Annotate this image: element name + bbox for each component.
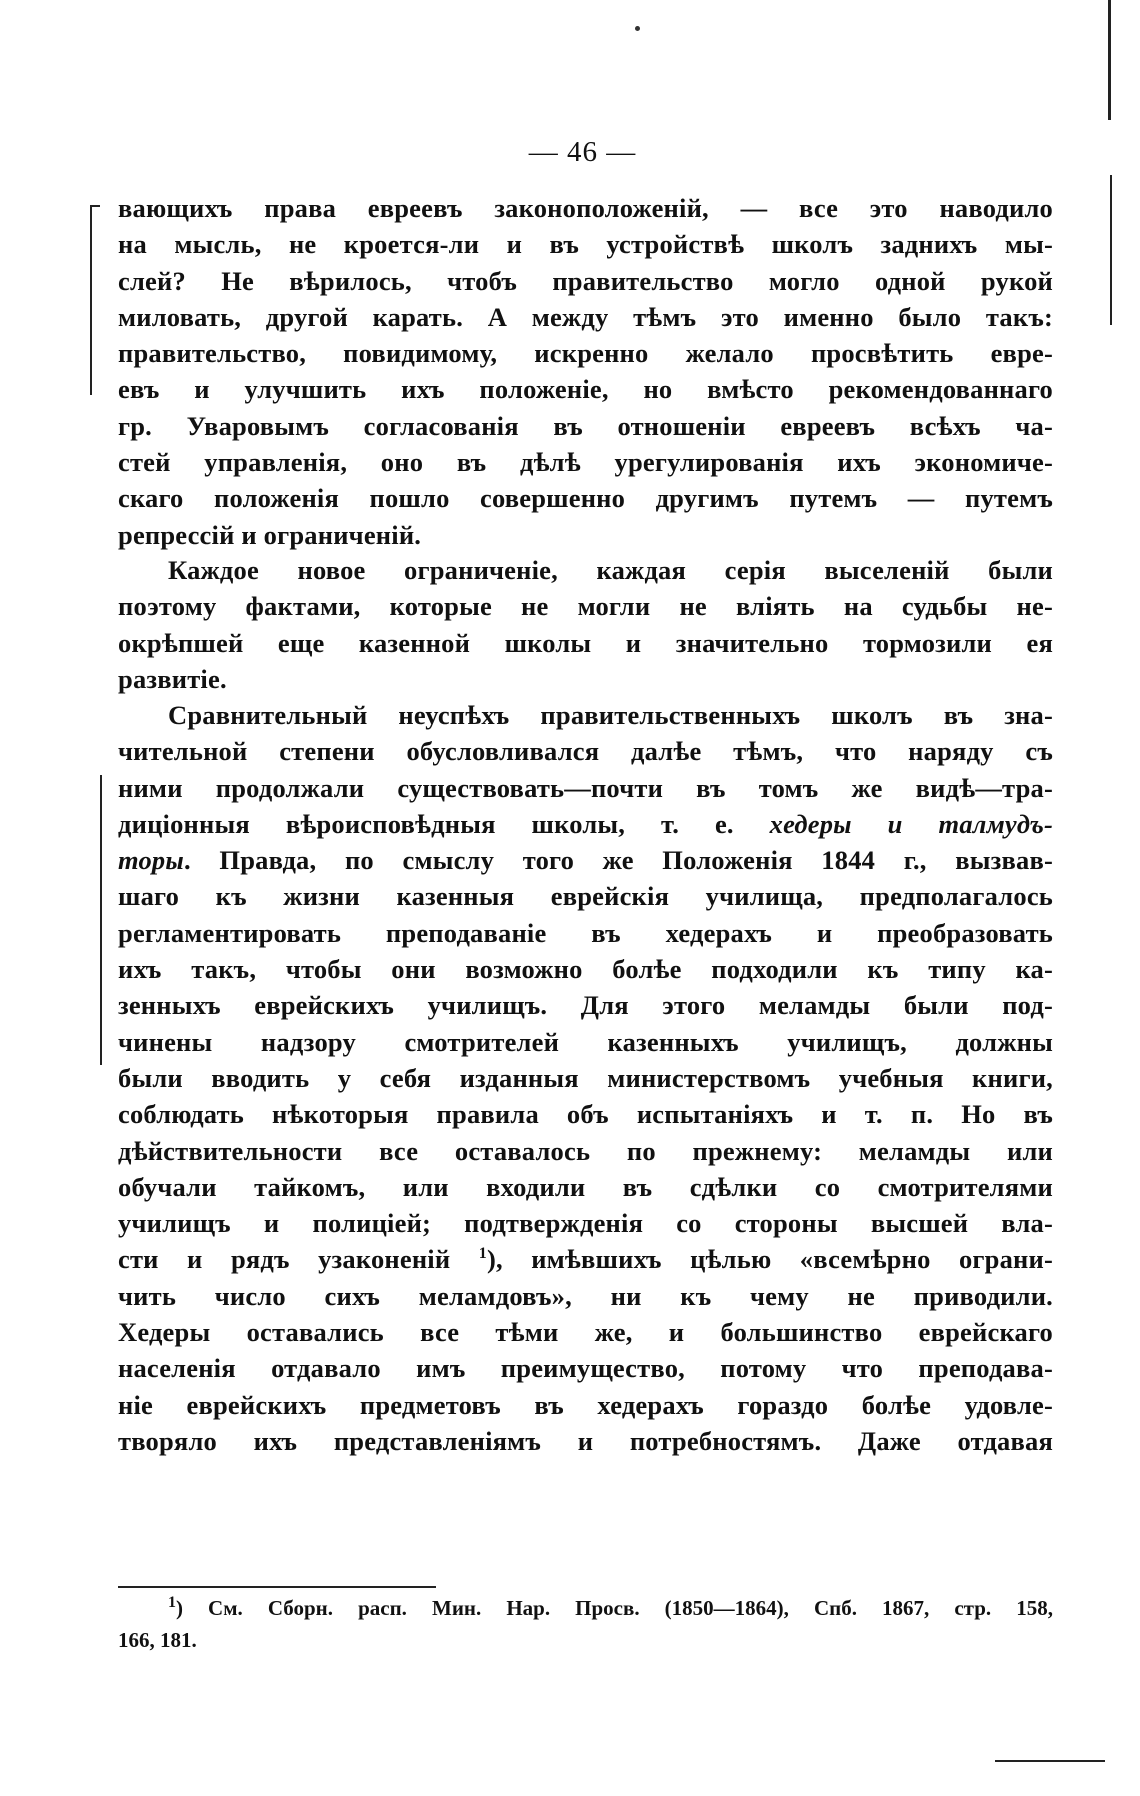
text-line: репрессій и ограниченій.	[118, 519, 422, 550]
text-span: . Правда, по смыслу того же Положенія 1844 г., вызвав-	[183, 845, 1053, 876]
page-number: — 46 —	[528, 136, 637, 168]
text-line: чинены надзору смотрителей казенныхъ училищъ, должны	[118, 1026, 1053, 1057]
text-span: сти и рядъ узаконеній	[118, 1244, 451, 1275]
text-line	[118, 806, 1053, 842]
text-line: Каждое новое ограниченіе, каждая серія выселеній были	[168, 555, 1053, 585]
footnote-reference[interactable]: 1	[478, 1245, 487, 1263]
text-line	[118, 842, 1053, 878]
scan-bracket-left	[90, 205, 92, 395]
text-line: вающихъ права евреевъ законоположеній, — все это наводило	[118, 193, 1053, 223]
italic-term: хедеры и талмудъ-	[769, 808, 1054, 839]
text-line: чить число сихъ меламдовъ», ни къ чему не приводили.	[118, 1280, 1053, 1311]
text-line: зенныхъ еврейскихъ училищъ. Для этого меламды были под-	[118, 990, 1053, 1021]
footnote-text: ) См. Сборн. расп. Мин. Нар. Просв. (1850—1864), Спб. 1867, стр. 158,	[176, 1596, 1053, 1620]
text-line: соблюдать нѣкоторыя правила объ испытаніяхъ и т. п. Но въ	[118, 1099, 1053, 1130]
text-line: шаго къ жизни казенныя еврейскія училища, предполагалось	[118, 881, 1053, 912]
text-line: дѣйствительности все оставалось по прежнему: меламды или	[118, 1135, 1053, 1166]
scan-edge-bottom	[995, 1760, 1105, 1762]
text-line: скаго положенія пошло совершенно другимъ путемъ — путемъ	[118, 483, 1053, 514]
text-line: евъ и улучшить ихъ положеніе, но вмѣсто рекомендованнаго	[118, 374, 1053, 405]
text-line: населенія отдавало имъ преимущество, потому что преподава-	[118, 1353, 1053, 1384]
text-span: диціонныя вѣроисповѣдныя школы, т. е.	[118, 808, 734, 839]
paragraph-1	[118, 190, 1053, 553]
text-line: на мысль, не кроется-ли и въ устройствѣ школъ заднихъ мы-	[118, 229, 1053, 260]
text-line: поэтому фактами, которые не могли не вліять на судьбы не-	[118, 591, 1053, 622]
text-line: гр. Уваровымъ согласованія въ отношеніи евреевъ всѣхъ ча-	[118, 410, 1053, 441]
text-line: правительство, повидимому, искренно желало просвѣтить евре-	[118, 338, 1053, 369]
paragraph-3	[118, 697, 1053, 1459]
text-line: развитіе.	[118, 663, 227, 694]
paragraph-2	[118, 552, 1053, 697]
scan-bracket-left	[90, 205, 100, 207]
text-line: ніе еврейскихъ предметовъ въ хедерахъ гораздо болѣе удовле-	[118, 1389, 1053, 1420]
text-line: училищъ и полиціей; подтвержденія со стороны высшей вла-	[118, 1208, 1053, 1239]
text-line: миловать, другой карать. А между тѣмъ это именно было такъ:	[118, 301, 1053, 332]
text-line: окрѣпшей еще казенной школы и значительно тормозили ея	[118, 627, 1053, 658]
text-line: творяло ихъ представленіямъ и потребностямъ. Даже отдавая	[118, 1425, 1053, 1456]
text-line: Хедеры оставались все тѣми же, и большинство еврейскаго	[118, 1317, 1053, 1348]
text-line: были вводить у себя изданныя министерствомъ учебныя книги,	[118, 1062, 1053, 1093]
footnote-mark: 1	[168, 1594, 176, 1611]
text-line: обучали тайкомъ, или входили въ сдѣлки со смотрителями	[118, 1171, 1053, 1202]
footnote-line: 166, 181.	[118, 1628, 197, 1652]
footnote	[118, 1592, 1053, 1656]
text-line: ихъ такъ, чтобы они возможно болѣе подходили къ типу ка-	[118, 954, 1053, 985]
scan-edge-right	[1108, 0, 1111, 120]
text-line: регламентировать преподаваніе въ хедерахъ и преобразовать	[118, 917, 1053, 948]
text-span: ), имѣвшихъ цѣлью «всемѣрно ограни-	[486, 1244, 1053, 1275]
scan-dot	[635, 26, 640, 31]
text-line: Сравнительный неуспѣхъ правительственныхъ школъ въ зна-	[168, 700, 1053, 730]
footnote-line	[118, 1592, 1053, 1624]
text-line	[118, 1241, 1053, 1277]
scan-edge-right	[1110, 175, 1112, 325]
italic-term: торы	[118, 845, 184, 876]
text-line: слей? Не вѣрилось, чтобъ правительство могло одной рукой	[118, 265, 1053, 296]
footnote-rule	[118, 1586, 436, 1588]
text-line: чительной степени обусловливался далѣе тѣмъ, что наряду съ	[118, 736, 1053, 767]
scan-bracket-left	[100, 775, 102, 1065]
text-line: ними продолжали существовать—почти въ томъ же видѣ—тра-	[118, 772, 1053, 803]
text-line: стей управленія, оно въ дѣлѣ урегулированія ихъ экономиче-	[118, 447, 1053, 478]
